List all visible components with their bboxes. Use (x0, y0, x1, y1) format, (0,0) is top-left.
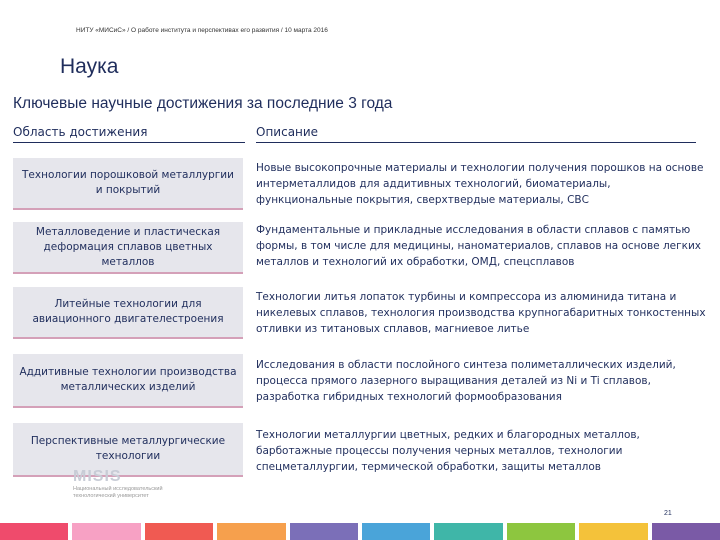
area-box-1 (13, 158, 243, 210)
area-label: Литейные технологии для авиационного двигателестроения (32, 298, 224, 325)
area-label: Металловедение и пластическая деформация сплавов цветных металлов (35, 225, 221, 268)
column-header-area-label: Область достижения (13, 125, 148, 139)
column-header-rule (13, 142, 245, 143)
logo-mark: MISIS (73, 470, 122, 482)
color-strip-segment (434, 523, 502, 540)
color-strip-segment (217, 523, 285, 540)
area-label: Перспективные металлургические технологии (30, 435, 226, 462)
area-label: Аддитивные технологии производства металлических изделий (19, 366, 237, 393)
color-strip-segment (652, 523, 720, 540)
column-header-description (256, 125, 696, 139)
logo-subtitle: Национальный исследовательский технологический университет (73, 486, 163, 499)
color-strip-segment (362, 523, 430, 540)
color-strip-segment (579, 523, 647, 540)
description-2: Фундаментальные и прикладные исследования в области сплавов с памятью формы, в том числе для медицины, наноматериалов, сплавов на основе легких металлов и технологий их обработки, ОМД, спецсплавов (256, 224, 702, 268)
color-strip-segment (145, 523, 213, 540)
color-strip (0, 523, 720, 540)
page-number: 21 (664, 510, 672, 517)
area-box-2 (13, 222, 243, 274)
color-strip-segment (72, 523, 140, 540)
area-box-4 (13, 354, 243, 408)
section-title: Наука (60, 55, 119, 78)
university-logo (73, 470, 183, 500)
color-strip-segment (290, 523, 358, 540)
column-header-rule (256, 142, 696, 143)
header-caption: НИТУ «МИСиС» / О работе института и перспективах его развития / 10 марта 2016 (76, 27, 328, 34)
area-box-3 (13, 287, 243, 339)
description-3: Технологии литья лопаток турбины и компрессора из алюминида титана и никелевых сплавов, технология производства крупногабаритных тонкостенных отливки из титановых сплавов, магниевое литье (256, 291, 706, 335)
area-box-5 (13, 423, 243, 477)
description-1: Новые высокопрочные материалы и технологии получения порошков на основе интерметаллидов для аддитивных технологий, биоматериалы, функциональные покрытия, сверхтвердые материалы, СВС (256, 162, 704, 206)
description-5: Технологии металлургии цветных, редких и благородных металлов, барботажные процессы получения черных металлов, технологии спецметаллургии, термической обработки, защиты металлов (256, 429, 640, 473)
slide-title: Ключевые научные достижения за последние 3 года (13, 95, 393, 112)
column-header-description-label: Описание (256, 125, 319, 139)
color-strip-segment (507, 523, 575, 540)
column-header-area (13, 125, 245, 139)
color-strip-segment (0, 523, 68, 540)
area-label: Технологии порошковой металлургии и покрытий (22, 169, 234, 196)
description-4: Исследования в области послойного синтеза полиметаллических изделий, процесса прямого лазерного выращивания деталей из Ni и Ti сплавов, разработка гибридных технологий формообразования (256, 359, 676, 403)
